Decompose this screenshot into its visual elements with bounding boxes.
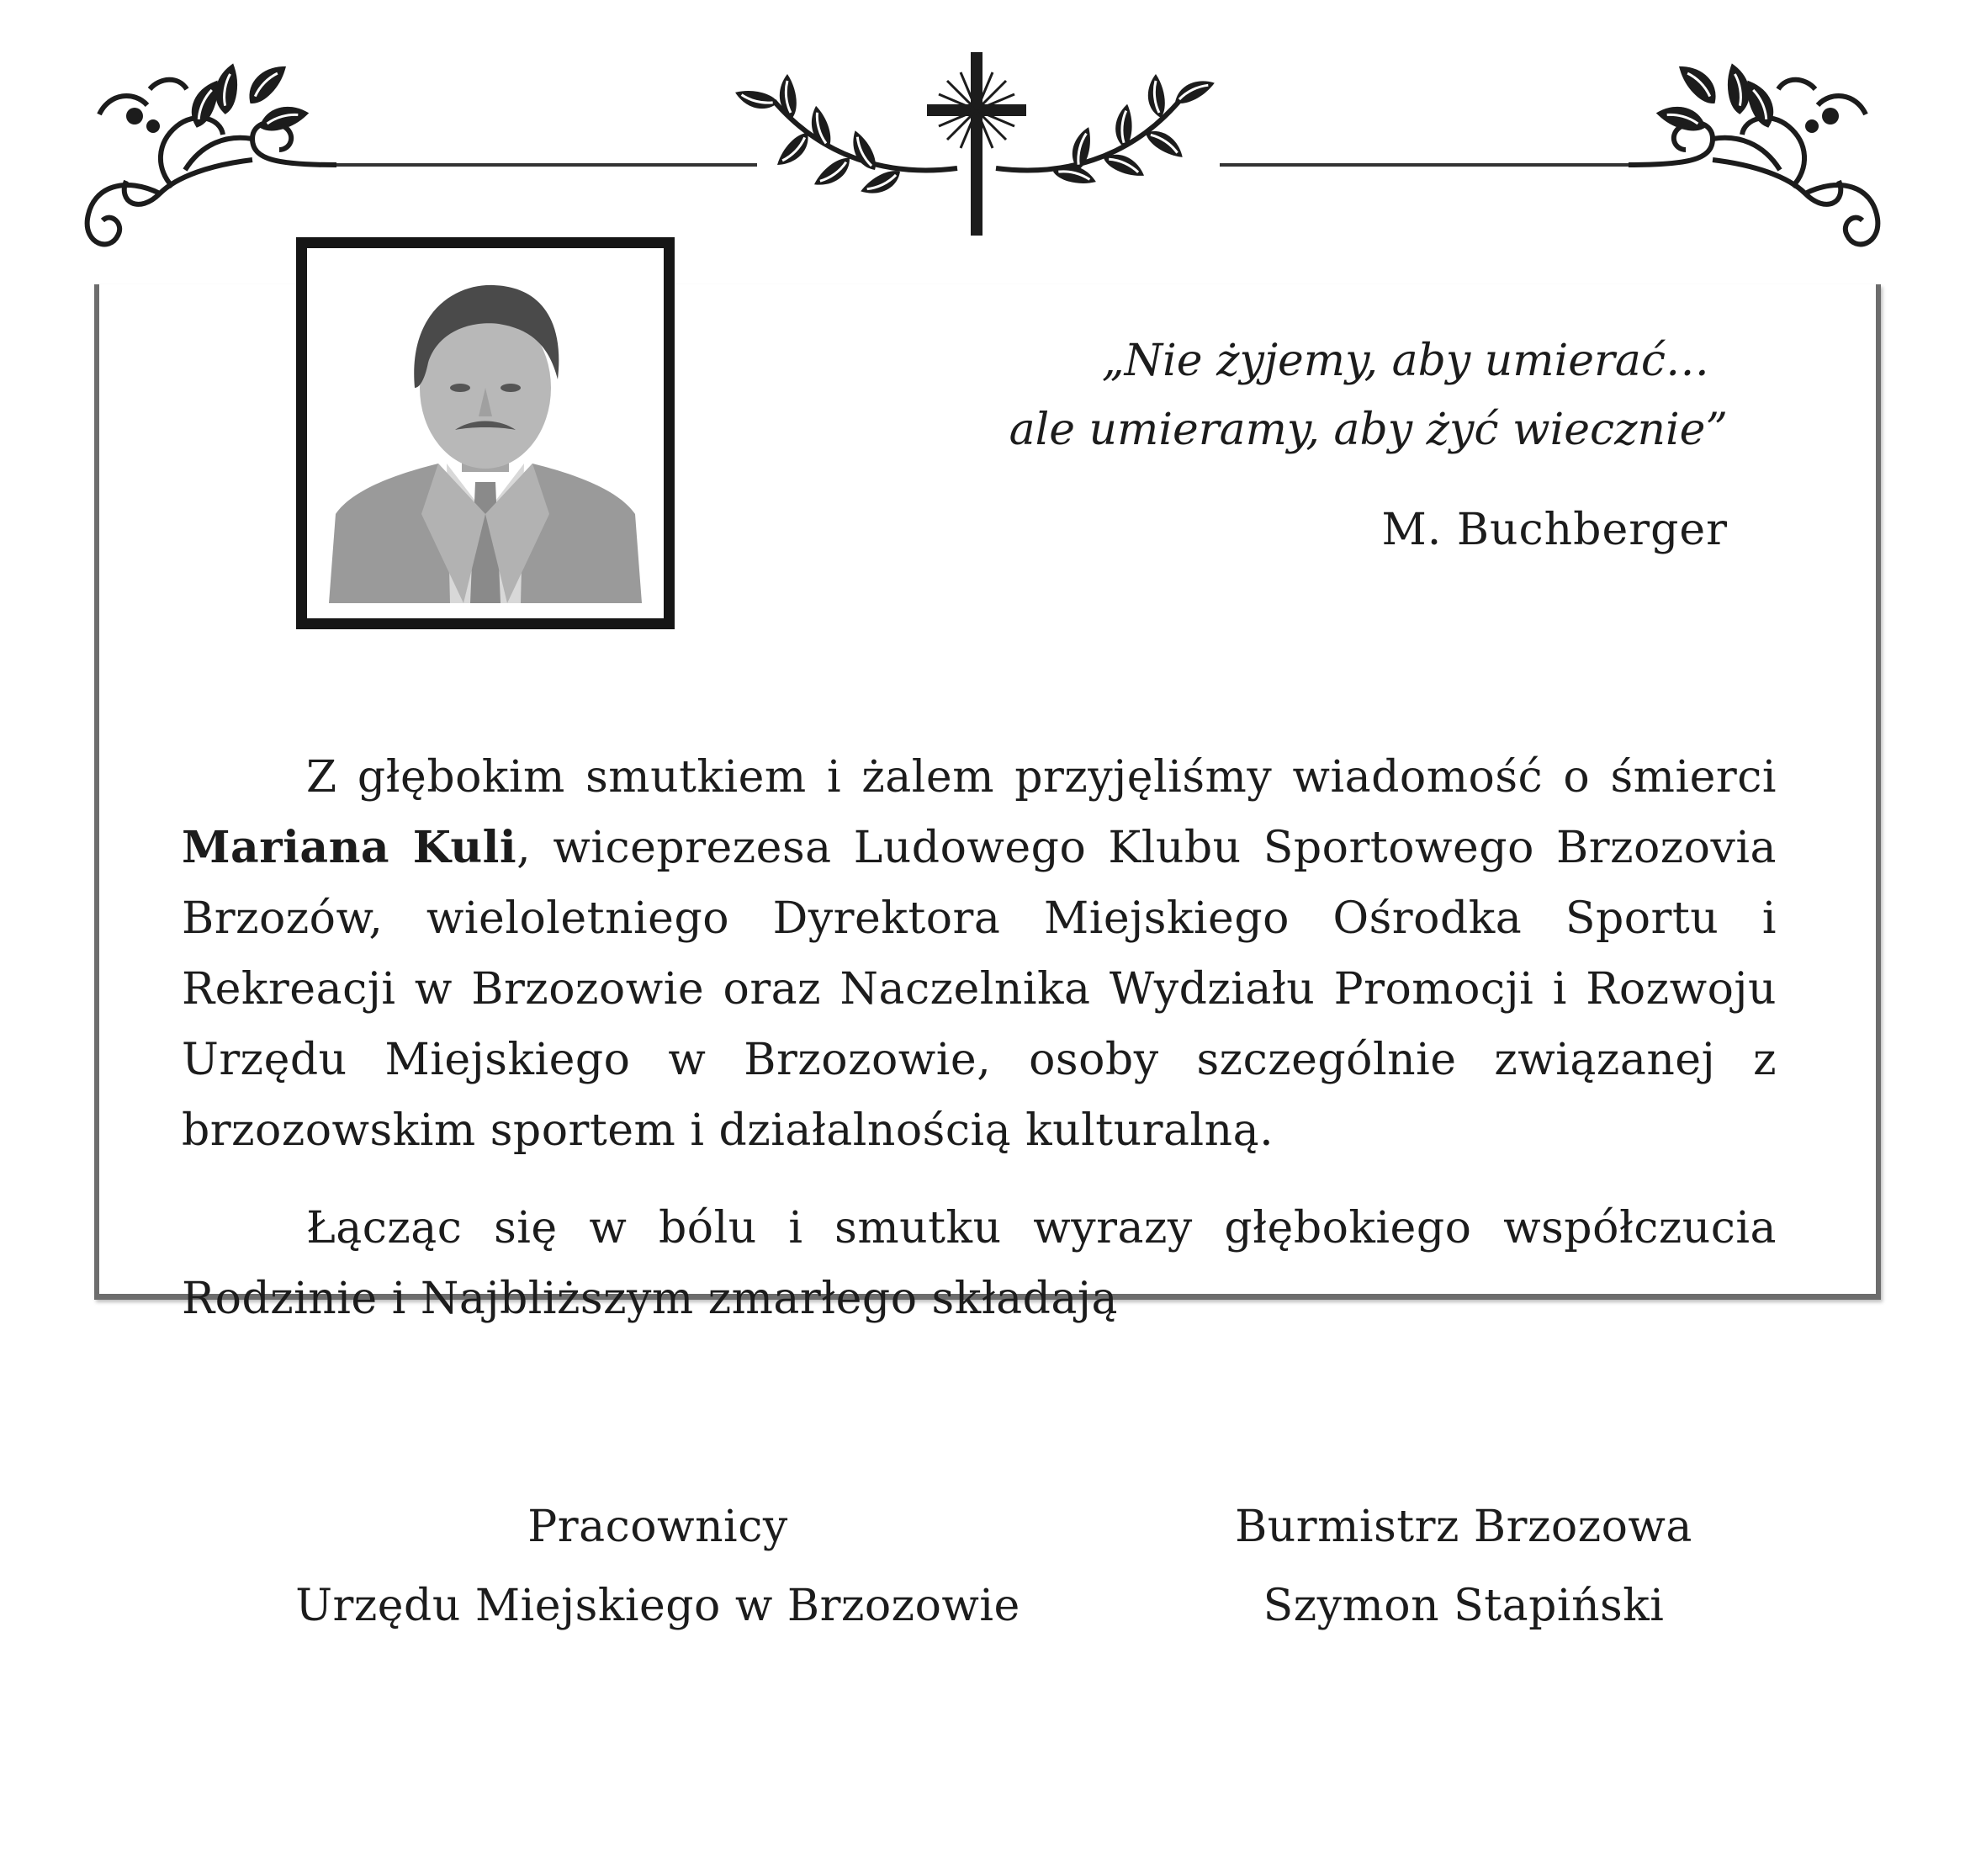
quote-line-2: ale umieramy, aby żyć wiecznie” bbox=[1009, 405, 1728, 455]
notice-paragraph-2: Łącząc się w bólu i smutku wyrazy głębokiego współczucia Rodzinie i Najbliższym zmarłego składają bbox=[182, 1203, 1777, 1324]
scroll-flourish-icon bbox=[87, 63, 336, 244]
header-ornament bbox=[0, 0, 1965, 286]
signature-mayor bbox=[1144, 1487, 1783, 1645]
signature-left-line-1: Pracownicy bbox=[527, 1502, 788, 1552]
paragraph-1-text: , wiceprezesa Ludowego Klubu Sportowego Brzozovia Brzozów, wieloletniego Dyrektora Miejskiego Ośrodka Sportu i Rekreacji w Brzozowie oraz Naczelnika Wydziału Promocji i Rozwoju Urzędu Miejskiego w Brzozowie, osoby szczególnie związanej z brzozowskim sportem i działalnością kulturalną. bbox=[182, 823, 1777, 1156]
signature-employees bbox=[279, 1487, 1036, 1645]
signature-right-line-2: Szymon Stapiński bbox=[1263, 1581, 1665, 1631]
portrait-photo bbox=[320, 262, 650, 603]
notice-paragraph-1 bbox=[182, 742, 1777, 1166]
deceased-name: Mariana Kuli bbox=[182, 822, 517, 873]
signature-left-line-2: Urzędu Miejskiego w Brzozowie bbox=[295, 1581, 1020, 1631]
paragraph-1-intro: Z głębokim smutkiem i żalem przyjęliśmy wiadomość o śmierci bbox=[306, 752, 1777, 803]
cross-icon bbox=[927, 52, 1026, 236]
quote-author: M. Buchberger bbox=[1381, 505, 1728, 555]
quote-line-1: „Nie żyjemy, aby umierać… bbox=[1101, 336, 1709, 386]
quote-block bbox=[1009, 326, 1728, 464]
photo-frame bbox=[296, 237, 675, 629]
laurel-icon bbox=[733, 74, 957, 199]
scroll-flourish-icon bbox=[1629, 63, 1878, 244]
laurel-icon bbox=[996, 74, 1218, 190]
signature-right-line-1: Burmistrz Brzozowa bbox=[1235, 1502, 1692, 1552]
notice-body bbox=[182, 742, 1777, 1334]
